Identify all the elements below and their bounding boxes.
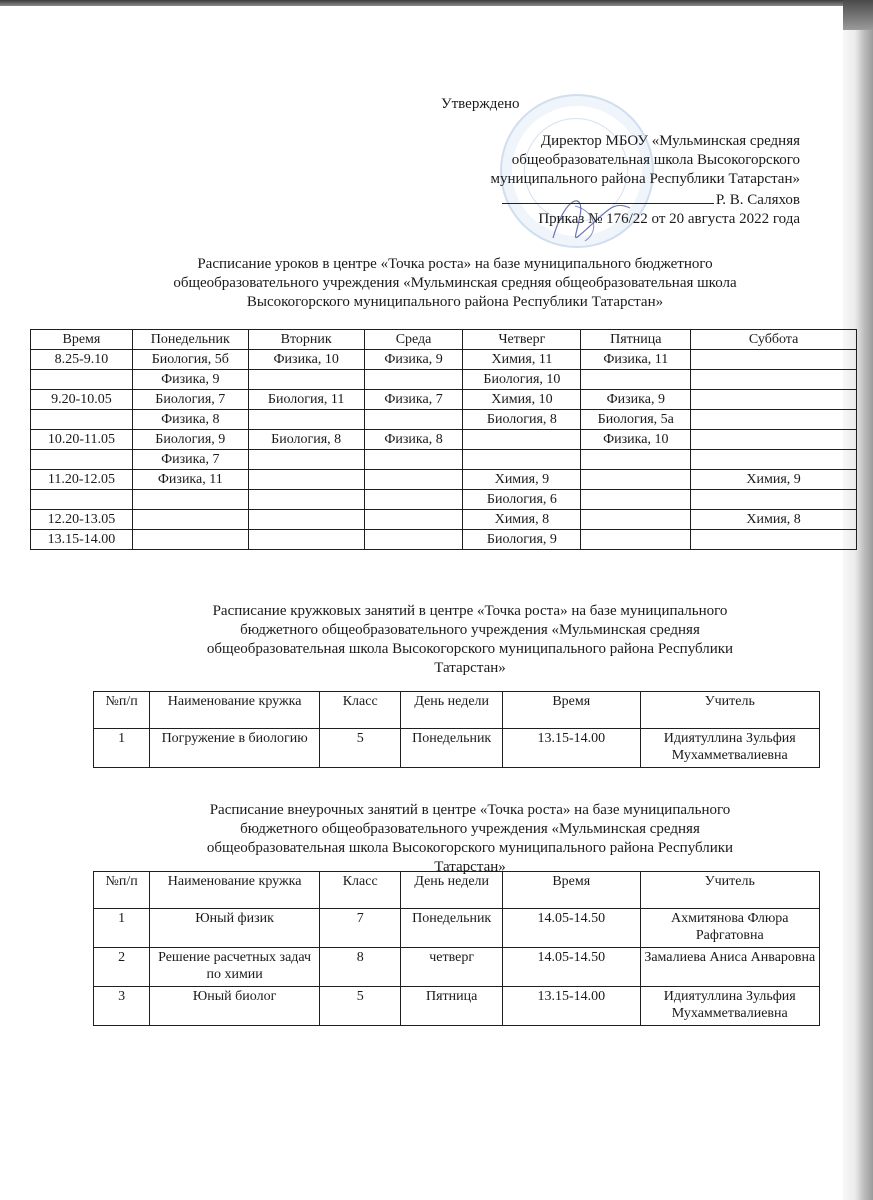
cell: Химия, 9 [691, 470, 857, 490]
cell [132, 510, 248, 530]
header-number: №п/п [94, 692, 150, 729]
cell [248, 450, 364, 470]
cell [581, 510, 691, 530]
cell: 14.05-14.50 [503, 909, 641, 948]
header-thursday: Четверг [463, 330, 581, 350]
cell [581, 370, 691, 390]
cell: Биология, 9 [463, 530, 581, 550]
cell: Физика, 11 [581, 350, 691, 370]
header-friday: Пятница [581, 330, 691, 350]
table-header-row [94, 872, 820, 909]
lessons-schedule-title [105, 255, 805, 312]
table-row [31, 450, 857, 470]
cell [691, 370, 857, 390]
document-page [0, 6, 843, 1200]
cell [248, 510, 364, 530]
table-row [31, 470, 857, 490]
cell: Биология, 8 [248, 430, 364, 450]
cell: Физика, 9 [132, 370, 248, 390]
header-number: №п/п [94, 872, 150, 909]
scan-right-edge [843, 0, 873, 1200]
header-teacher: Учитель [640, 872, 819, 909]
header-time: Время [503, 692, 641, 729]
cell: 7 [320, 909, 401, 948]
title-line: бюджетного общеобразовательного учреждения «Мульминская средняя [240, 622, 700, 638]
cell [364, 370, 463, 390]
cell [248, 410, 364, 430]
cell [581, 450, 691, 470]
cell: Физика, 7 [364, 390, 463, 410]
title-line: Высокогорского муниципального района Республики Татарстан» [246, 294, 664, 310]
table-row [94, 948, 820, 987]
club-schedule-title [130, 602, 810, 678]
cell [691, 390, 857, 410]
director-position-line-2: общеобразовательная школа Высокогорского [511, 152, 800, 168]
cell [364, 490, 463, 510]
cell [463, 430, 581, 450]
cell [364, 450, 463, 470]
header-club-name: Наименование кружка [150, 872, 320, 909]
cell: 3 [94, 987, 150, 1026]
cell [691, 350, 857, 370]
title-line: общеобразовательного учреждения «Мульминская средняя общеобразовательная школа [173, 275, 737, 291]
cell [248, 490, 364, 510]
cell [248, 530, 364, 550]
table-header-row [94, 692, 820, 729]
approval-signatory-block [380, 132, 800, 229]
cell: Физика, 8 [132, 410, 248, 430]
cell: 9.20-10.05 [31, 390, 133, 410]
cell [364, 510, 463, 530]
cell: Химия, 8 [691, 510, 857, 530]
cell: 1 [94, 909, 150, 948]
cell: Биология, 8 [463, 410, 581, 430]
cell [581, 530, 691, 550]
table-row [31, 430, 857, 450]
cell [691, 530, 857, 550]
table-row [31, 350, 857, 370]
lessons-schedule-table [30, 329, 857, 550]
table-row [94, 729, 820, 768]
cell: 12.20-13.05 [31, 510, 133, 530]
cell: Решение расчетных задач по химии [150, 948, 320, 987]
table-row [31, 490, 857, 510]
cell: Идиятуллина Зульфия Мухамметвалиевна [640, 987, 819, 1026]
table-row [31, 410, 857, 430]
header-time: Время [503, 872, 641, 909]
header-weekday: День недели [401, 692, 503, 729]
cell: Физика, 9 [581, 390, 691, 410]
cell: 13.15-14.00 [503, 729, 641, 768]
cell: Физика, 9 [364, 350, 463, 370]
cell: Юный физик [150, 909, 320, 948]
cell [364, 470, 463, 490]
cell [132, 490, 248, 510]
cell: Юный биолог [150, 987, 320, 1026]
title-line: Расписание кружковых занятий в центре «Точка роста» на базе муниципального [212, 603, 728, 619]
signatory-name: Р. В. Саляхов [715, 192, 800, 208]
cell [691, 450, 857, 470]
cell: Физика, 10 [581, 430, 691, 450]
cell [691, 410, 857, 430]
cell [364, 410, 463, 430]
extracurricular-schedule-table [93, 871, 820, 1026]
cell: Физика, 10 [248, 350, 364, 370]
director-position-line-3: муниципального района Республики Татарстан» [490, 171, 800, 187]
cell: Погружение в биологию [150, 729, 320, 768]
header-tuesday: Вторник [248, 330, 364, 350]
title-line: Расписание уроков в центре «Точка роста» на базе муниципального бюджетного [197, 256, 713, 272]
title-line: бюджетного общеобразовательного учреждения «Мульминская средняя [240, 821, 700, 837]
title-line: Татарстан» [434, 859, 506, 875]
cell [31, 410, 133, 430]
cell: 8.25-9.10 [31, 350, 133, 370]
header-weekday: День недели [401, 872, 503, 909]
cell: 13.15-14.00 [31, 530, 133, 550]
cell [364, 530, 463, 550]
cell [132, 530, 248, 550]
title-line: общеобразовательная школа Высокогорского муниципального района Республики [206, 641, 734, 657]
table-row [31, 510, 857, 530]
cell [31, 450, 133, 470]
table-row [31, 390, 857, 410]
cell: Физика, 11 [132, 470, 248, 490]
cell: Биология, 5б [132, 350, 248, 370]
cell: Химия, 8 [463, 510, 581, 530]
cell: Пятница [401, 987, 503, 1026]
cell: Химия, 11 [463, 350, 581, 370]
cell: Биология, 5а [581, 410, 691, 430]
cell: Идиятуллина Зульфия Мухамметвалиевна [640, 729, 819, 768]
cell: Химия, 10 [463, 390, 581, 410]
cell [248, 470, 364, 490]
approval-block [0, 6, 843, 246]
header-monday: Понедельник [132, 330, 248, 350]
cell: 1 [94, 729, 150, 768]
header-class: Класс [320, 872, 401, 909]
order-reference: Приказ № 176/22 от 20 августа 2022 года [538, 211, 800, 227]
table-row [94, 987, 820, 1026]
cell: 11.20-12.05 [31, 470, 133, 490]
signature-line [380, 189, 800, 210]
cell [463, 450, 581, 470]
approved-label: Утверждено [441, 96, 520, 112]
cell: Химия, 9 [463, 470, 581, 490]
title-line: Татарстан» [434, 660, 506, 676]
cell: Биология, 6 [463, 490, 581, 510]
cell [581, 490, 691, 510]
cell: 8 [320, 948, 401, 987]
table-row [31, 370, 857, 390]
cell [31, 490, 133, 510]
cell: Биология, 11 [248, 390, 364, 410]
club-schedule-table [93, 691, 820, 768]
cell: 5 [320, 987, 401, 1026]
title-line: общеобразовательная школа Высокогорского муниципального района Республики [206, 840, 734, 856]
table-row [94, 909, 820, 948]
header-club-name: Наименование кружка [150, 692, 320, 729]
cell [31, 370, 133, 390]
cell [248, 370, 364, 390]
header-teacher: Учитель [640, 692, 819, 729]
table-header-row [31, 330, 857, 350]
cell: Биология, 7 [132, 390, 248, 410]
cell: Понедельник [401, 909, 503, 948]
cell [691, 490, 857, 510]
cell: Биология, 9 [132, 430, 248, 450]
cell: 2 [94, 948, 150, 987]
header-saturday: Суббота [691, 330, 857, 350]
cell: Ахмитянова Флюра Рафгатовна [640, 909, 819, 948]
cell: Замалиева Аниса Анваровна [640, 948, 819, 987]
header-class: Класс [320, 692, 401, 729]
cell: Биология, 10 [463, 370, 581, 390]
scan-corner-shadow [843, 0, 873, 30]
director-position-line-1: Директор МБОУ «Мульминская средняя [540, 133, 800, 149]
cell [581, 470, 691, 490]
cell: четверг [401, 948, 503, 987]
cell [691, 430, 857, 450]
cell: Физика, 7 [132, 450, 248, 470]
title-line: Расписание внеурочных занятий в центре «Точка роста» на базе муниципального [209, 802, 731, 818]
extracurricular-schedule-title [130, 801, 810, 877]
cell: Понедельник [401, 729, 503, 768]
table-row [31, 530, 857, 550]
cell: 5 [320, 729, 401, 768]
cell: 13.15-14.00 [503, 987, 641, 1026]
cell: Физика, 8 [364, 430, 463, 450]
header-wednesday: Среда [364, 330, 463, 350]
cell: 10.20-11.05 [31, 430, 133, 450]
cell: 14.05-14.50 [503, 948, 641, 987]
signature-underline [502, 189, 714, 204]
header-time: Время [31, 330, 133, 350]
